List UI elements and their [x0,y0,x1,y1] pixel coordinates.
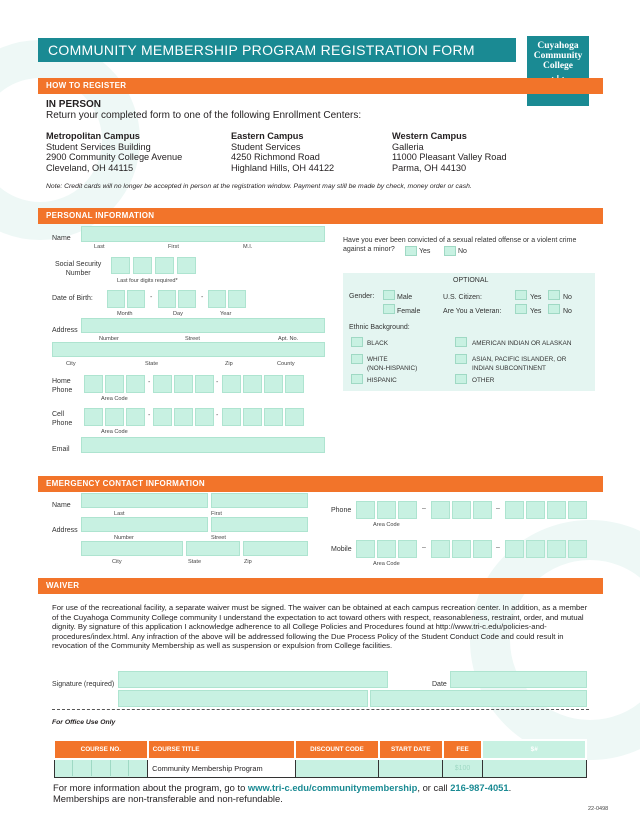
ethnic-white-label [367,355,417,373]
payment-note: Note: Credit cards will no longer be accepted in person at the registration window. Payment may still be made by check, money order or cash. [46,183,472,190]
ssn-label-line1: Social Security [55,261,102,268]
cell-area-code-sub: Area Code [101,429,128,435]
conviction-no-label: No [458,248,467,255]
citizen-yes-label: Yes [530,294,542,301]
veteran-yes-label: Yes [530,308,542,315]
center-line: 2900 Community College Avenue [46,152,183,162]
emergency-mobile-area-input[interactable] [356,540,375,558]
emergency-header: EMERGENCY CONTACT INFORMATION [38,476,603,492]
dash: – [496,544,500,551]
gender-male-label: Male [397,294,413,301]
ethnic-other-checkbox[interactable] [455,374,467,384]
signature-label: Signature (required) [52,681,115,688]
footer-phone: 216-987-4051 [450,782,509,793]
emergency-sub-last: Last [114,511,125,517]
address-sub-street: Street [185,336,200,342]
emergency-phone-input[interactable] [568,501,587,519]
cell-phone-input[interactable] [195,408,214,426]
emergency-address-label: Address [52,527,78,534]
footer-line2: Memberships are non-transferable and non-refundable. [53,793,283,804]
office-use-label: For Office Use Only [52,719,116,726]
address-sub-state: State [145,361,159,367]
cell-phone-line2: Phone [52,420,73,427]
form-code: 22-0498 [588,806,609,812]
discount-code-cell[interactable] [295,759,379,777]
home-phone-input[interactable] [174,375,193,393]
office-table-header [54,740,586,759]
ssn-label-line2: Number [65,270,91,277]
cell-area-code-input[interactable] [105,408,124,426]
ethnic-asian-line2: INDIAN SUBCONTINENT [472,365,546,372]
emergency-sub-number: Number [114,535,134,541]
logo-line1: Cuyahoga [537,41,579,51]
center-western [392,131,507,173]
cell-phone-input[interactable] [174,408,193,426]
dob-label: Date of Birth: [52,295,93,302]
address-sub-number: Number [99,336,119,342]
dob-year-input[interactable] [228,290,246,308]
home-area-code-input[interactable] [126,375,145,393]
ethnic-american-indian-checkbox[interactable] [455,337,467,347]
cell-phone-input[interactable] [243,408,262,426]
conviction-question-line1: Have you ever been convicted of a sexual related offense or a violent crime [343,237,577,244]
email-label: Email [52,446,70,453]
name-label: Name [52,235,71,242]
cell-phone-line1: Cell [52,411,65,418]
emergency-first-input[interactable] [211,493,308,508]
emergency-mobile-area-input[interactable] [398,540,417,558]
logo-line3: College [542,61,574,71]
col-fee: FEE [443,740,483,759]
emergency-sub-street: Street [211,535,226,541]
hash-cell[interactable] [482,759,586,777]
course-title-cell: Community Membership Program [148,759,295,777]
footer-mid: , or call [417,782,451,793]
veteran-label: Are You a Veteran: [443,308,502,315]
home-phone-input[interactable] [285,375,304,393]
ssn-digit-input[interactable] [155,257,174,274]
home-phone-label [52,377,72,395]
dob-month-input[interactable] [107,290,125,308]
ethnic-white-line2: (NON-HISPANIC) [367,365,418,372]
cell-phone-input[interactable] [153,408,172,426]
dash: - [201,294,204,301]
dash: - [216,412,219,419]
ethnic-asian-line1: ASIAN, PACIFIC ISLANDER, OR [472,356,567,363]
signature-input[interactable] [118,671,388,688]
gender-male-checkbox[interactable] [383,290,395,300]
emergency-mobile-input[interactable] [473,540,492,558]
center-metropolitan [46,131,182,173]
cell-phone-input[interactable] [264,408,283,426]
emergency-phone-label: Phone [331,507,352,514]
emergency-state-input[interactable] [186,541,240,556]
name-sub-last: Last [94,244,105,250]
center-eastern [231,131,334,173]
fee-cell: $100 [443,759,483,777]
emergency-mobile-area-sub: Area Code [373,561,400,567]
emergency-mobile-input[interactable] [547,540,566,558]
name-sub-mi: M.I. [243,244,253,250]
center-name: Metropolitan Campus [46,131,140,141]
dob-month-input[interactable] [127,290,145,308]
dob-day-input[interactable] [178,290,196,308]
dob-sub-month: Month [117,311,133,317]
emergency-mobile-area-input[interactable] [377,540,396,558]
conviction-no-checkbox[interactable] [444,246,456,256]
conviction-yes-label: Yes [419,248,431,255]
cell-area-code-input[interactable] [84,408,103,426]
college-logo [527,36,589,106]
gender-female-label: Female [397,308,421,315]
optional-label: OPTIONAL [453,277,489,284]
email-input[interactable] [81,437,325,453]
waiver-header: WAIVER [38,578,603,594]
signature-line2-input[interactable] [118,690,368,707]
register-instruction: Return your completed form to one of the following Enrollment Centers: [46,110,362,121]
emergency-phone-input[interactable] [473,501,492,519]
emergency-mobile-input[interactable] [568,540,587,558]
emergency-sub-zip: Zip [244,559,252,565]
center-line: 4250 Richmond Road [231,152,320,162]
dash: - [148,412,151,419]
how-to-register-header: HOW TO REGISTER [38,78,603,94]
home-phone-input[interactable] [264,375,283,393]
emergency-mobile-input[interactable] [505,540,524,558]
ethnic-black-checkbox[interactable] [351,337,363,347]
dob-sub-year: Year [220,311,232,317]
center-line: Student Services Building [46,141,151,152]
ethnic-hispanic-label: HISPANIC [367,377,397,384]
emergency-sub-state: State [188,559,202,565]
center-line: Parma, OH 44130 [392,162,467,173]
home-phone-line1: Home [52,378,71,385]
veteran-no-checkbox[interactable] [548,304,560,314]
emergency-phone-area-sub: Area Code [373,522,400,528]
emergency-sub-city: City [112,559,122,565]
emergency-sub-first: First [211,511,222,517]
home-phone-input[interactable] [195,375,214,393]
office-table [53,739,587,778]
home-phone-line2: Phone [52,387,73,394]
emergency-name-label: Name [52,502,71,509]
dob-year-input[interactable] [208,290,226,308]
ssn-label [55,260,101,278]
emergency-mobile-input[interactable] [431,540,450,558]
emergency-zip-input[interactable] [243,541,308,556]
address-sub-zip: Zip [225,361,233,367]
address-line2-input[interactable] [52,342,325,357]
center-name: Eastern Campus [231,131,304,141]
ethnic-label: Ethnic Background: [349,324,410,331]
home-area-code-input[interactable] [84,375,103,393]
dob-day-input[interactable] [158,290,176,308]
veteran-yes-checkbox[interactable] [515,304,527,314]
cell-phone-input[interactable] [285,408,304,426]
home-phone-input[interactable] [153,375,172,393]
in-person-title: IN PERSON [46,99,102,110]
home-phone-input[interactable] [222,375,241,393]
form-title: COMMUNITY MEMBERSHIP PROGRAM REGISTRATION FORM [38,38,516,62]
emergency-mobile-input[interactable] [526,540,545,558]
address-sub-city: City [66,361,76,367]
emergency-last-input[interactable] [81,493,208,508]
gender-female-checkbox[interactable] [383,304,395,314]
emergency-phone-input[interactable] [452,501,471,519]
cell-phone-input[interactable] [222,408,241,426]
center-line: 11000 Pleasant Valley Road [392,152,507,162]
cell-phone-label [52,410,72,428]
veteran-no-label: No [563,308,572,315]
date-input[interactable] [450,671,587,688]
emergency-phone-area-input[interactable] [398,501,417,519]
address-label: Address [52,327,78,334]
office-divider [52,709,589,710]
footer-pre: For more information about the program, go to [53,782,248,793]
col-course-no: COURSE NO. [54,740,148,759]
center-line: Student Services [231,141,301,152]
emergency-phone-area-input[interactable] [356,501,375,519]
ssn-digit-input[interactable] [111,257,130,274]
address-sub-apt: Apt. No. [278,336,299,342]
dash: - [216,379,219,386]
address-line1-input[interactable] [81,318,325,333]
conviction-question-line2: against a minor? [343,246,395,253]
dash: – [422,544,426,551]
emergency-phone-input[interactable] [547,501,566,519]
col-start-date: START DATE [379,740,443,759]
ethnic-asian-label [472,355,566,373]
emergency-mobile-label: Mobile [331,546,352,553]
signature-overflow-input[interactable] [370,690,587,707]
emergency-city-input[interactable] [81,541,183,556]
ethnic-other-label: OTHER [472,377,495,384]
logo-line2: Community [533,51,583,61]
date-label: Date [432,681,447,688]
dash: – [496,505,500,512]
address-sub-county: County [277,361,295,367]
center-name: Western Campus [392,131,467,141]
table-row [54,759,586,777]
ssn-digit-input[interactable] [177,257,196,274]
ssn-digit-input[interactable] [133,257,152,274]
emergency-phone-area-input[interactable] [377,501,396,519]
ethnic-white-line1: WHITE [367,356,388,363]
emergency-mobile-input[interactable] [452,540,471,558]
ethnic-hispanic-checkbox[interactable] [351,374,363,384]
citizen-no-checkbox[interactable] [548,290,560,300]
center-line: Highland Hills, OH 44122 [231,162,335,173]
footer-url-link[interactable]: www.tri-c.edu/communitymembership [247,782,418,793]
center-line: Cleveland, OH 44115 [46,162,134,173]
dash: - [148,379,151,386]
citizen-no-label: No [563,294,572,301]
home-area-code-input[interactable] [105,375,124,393]
ethnic-asian-checkbox[interactable] [455,354,467,364]
conviction-yes-checkbox[interactable] [405,246,417,256]
waiver-text: For use of the recreational facility, a separate waiver must be signed. The waiver can be obtained at each campus recreation center. In addition, as a member of the Cuyahoga Community College community I understand the expectation to act toward others with respect, reasonableness, restraint, order, and mutual dignity. By signature of this application I acknowledge adherence to all College Policies and Procedures found at http://www.tri-c.edu/policies-and-procedures/index.html. Any infraction of the above will be addressed following the Due Process Policy of the Student Conduct Code and could result in revocation of the Community Membership as well as suspension or expulsion from College facilities. [52,603,588,651]
emergency-address-number-input[interactable] [81,517,208,532]
start-date-cell[interactable] [379,759,443,777]
emergency-phone-input[interactable] [505,501,524,519]
dob-sub-day: Day [173,311,183,317]
col-discount-code: DISCOUNT CODE [295,740,379,759]
col-hash: $# [482,740,586,759]
ethnic-black-label: BLACK [367,340,388,347]
home-area-code-sub: Area Code [101,396,128,402]
name-sub-first: First [168,244,179,250]
personal-info-header: PERSONAL INFORMATION [38,208,603,224]
name-input[interactable] [81,226,325,242]
col-course-title: COURSE TITLE [148,740,295,759]
footer-info [53,782,598,804]
footer-post: . [508,782,512,793]
dash: – [422,505,426,512]
emergency-phone-input[interactable] [431,501,450,519]
home-phone-input[interactable] [243,375,262,393]
ethnic-white-checkbox[interactable] [351,354,363,364]
citizen-yes-checkbox[interactable] [515,290,527,300]
course-no-cell[interactable] [54,759,148,777]
emergency-address-street-input[interactable] [211,517,308,532]
ethnic-american-indian-label: AMERICAN INDIAN OR ALASKAN [472,340,572,347]
gender-label: Gender: [349,293,375,300]
emergency-phone-input[interactable] [526,501,545,519]
center-line: Galleria [392,141,424,152]
dash: - [150,294,153,301]
cell-area-code-input[interactable] [126,408,145,426]
ssn-sub: Last four digits required* [117,278,178,284]
citizen-label: U.S. Citizen: [443,294,482,301]
